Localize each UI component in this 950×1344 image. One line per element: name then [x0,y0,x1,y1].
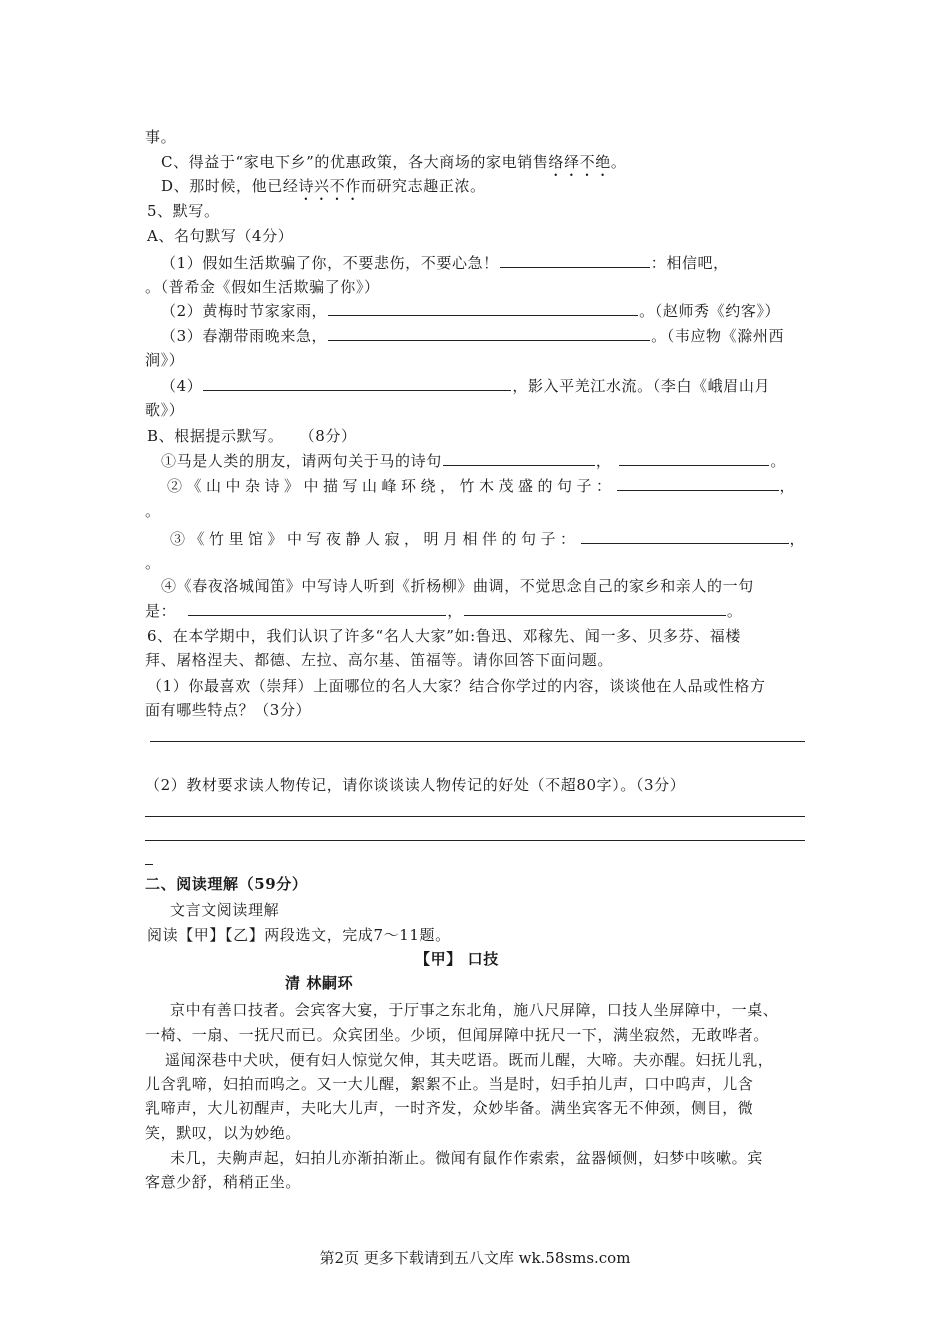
emphasized-phrase: 络绎不绝 [548,153,611,171]
text-line: 。（普希金《假如生活欺骗了你》） [145,278,380,296]
emphasized-phrase: 诗兴不作 [298,177,361,195]
passage-line: 乳啼声，大儿初醒声，夫叱大儿声，一时齐发，众妙毕备。满坐宾客无不伸颈，侧目，微 [145,1099,754,1117]
passage-line: 京中有善口技者。会宾客大宴，于厅事之东北角，施八尺屏障，口技人坐屏障中，一桌、 [170,1001,779,1019]
passage-author: 清 林嗣环 [285,974,354,992]
passage-title: 【甲】 口技 [415,950,499,968]
text-line: 。 [145,502,161,520]
passage-line: 儿含乳啼，妇拍而呜之。又一大儿醒，絮絮不止。当是时，妇手拍儿声，口中呜声，儿含 [145,1075,754,1093]
fill-blank-line: ②《山中杂诗》中描写山峰环绕，竹木茂盛的句子： ， [167,477,800,495]
text-line: ④《春夜洛城闻笛》中写诗人听到《折杨柳》曲调，不觉思念自己的家乡和亲人的一句 [161,577,754,595]
text-line: 。 [145,554,161,572]
answer-blank[interactable] [328,301,638,316]
fill-blank-line: （4） ，影入平羌江水流。（李白《峨眉山月 [161,377,771,395]
answer-line[interactable] [150,741,805,742]
instruction: 阅读【甲】【乙】两段选文，完成7～11题。 [147,926,451,944]
section-title: 二、阅读理解（59分） [145,875,308,893]
answer-blank[interactable] [328,326,650,341]
passage-line: 遥闻深巷中犬吠，便有妇人惊觉欠伸，其夫呓语。既而儿醒，大啼。夫亦醒。妇抚儿乳， [165,1051,774,1069]
text-line: 歌》） [145,401,185,419]
question-heading: 5、默写。 [147,202,220,220]
option-c: C、得益于“家电下乡”的优惠政策，各大商场的家电销售络绎不绝。 [161,153,627,171]
sub-question: （1）你最喜欢（崇拜）上面哪位的名人大家？结合你学过的内容，谈谈他在人品或性格方 [147,677,766,695]
fill-blank-line: （1）假如生活欺骗了你，不要悲伤，不要心急！ ：相信吧， [161,254,729,272]
answer-blank[interactable] [617,476,779,491]
text-line: 面有哪些特点？（3分） [145,701,312,719]
fill-blank-line: ①马是人类的朋友，请两句关于马的诗句 ， 。 [161,452,787,470]
passage-line: 笑，默叹，以为妙绝。 [145,1124,302,1142]
fill-blank-line: ③《竹里馆》中写夜静人寂，明月相伴的句子： ， [170,530,810,548]
answer-blank[interactable] [443,451,595,466]
question-heading: 6、在本学期中，我们认识了许多“名人大家”如:鲁迅、邓稼先、闻一多、贝多芬、福楼 [147,627,741,645]
answer-line[interactable] [145,816,805,817]
answer-line [145,864,153,865]
answer-blank[interactable] [464,601,726,616]
text-line: 事。 [145,128,177,146]
page-footer: 第2页 更多下载请到五八文库 wk.58sms.com [319,1249,631,1267]
section-heading: B、根据提示默写。 （8分） [147,427,357,445]
passage-line: 客意少舒，稍稍正坐。 [145,1173,302,1191]
option-d: D、那时候，他已经诗兴不作而研究志趣正浓。 [161,177,486,195]
answer-line[interactable] [145,840,805,841]
text-line: 拜、屠格涅夫、都德、左拉、高尔基、笛福等。请你回答下面问题。 [145,651,614,669]
subsection-title: 文言文阅读理解 [170,901,280,919]
fill-blank-line: （3）春潮带雨晚来急， 。（韦应物《滁州西 [161,327,785,345]
answer-blank[interactable] [188,601,446,616]
fill-blank-line: （2）黄梅时节家家雨， 。（赵师秀《约客》） [161,302,781,320]
answer-blank[interactable] [500,253,650,268]
passage-line: 未几，夫齁声起，妇拍儿亦渐拍渐止。微闻有鼠作作索索，盆器倾侧，妇梦中咳嗽。宾 [170,1149,763,1167]
text-line: 涧》） [145,351,185,369]
passage-line: 一椅、一扇、一抚尺而已。众宾团坐。少顷，但闻屏障中抚尺一下，满坐寂然，无敢哗者。 [145,1026,770,1044]
fill-blank-line: 是： ， 。 [145,602,743,620]
answer-blank[interactable] [619,451,769,466]
answer-blank[interactable] [203,376,511,391]
sub-question: （2）教材要求读人物传记，请你谈谈读人物传记的好处（不超80字）。（3分） [145,776,686,794]
section-heading: A、名句默写（4分） [147,227,294,245]
answer-blank[interactable] [581,529,789,544]
